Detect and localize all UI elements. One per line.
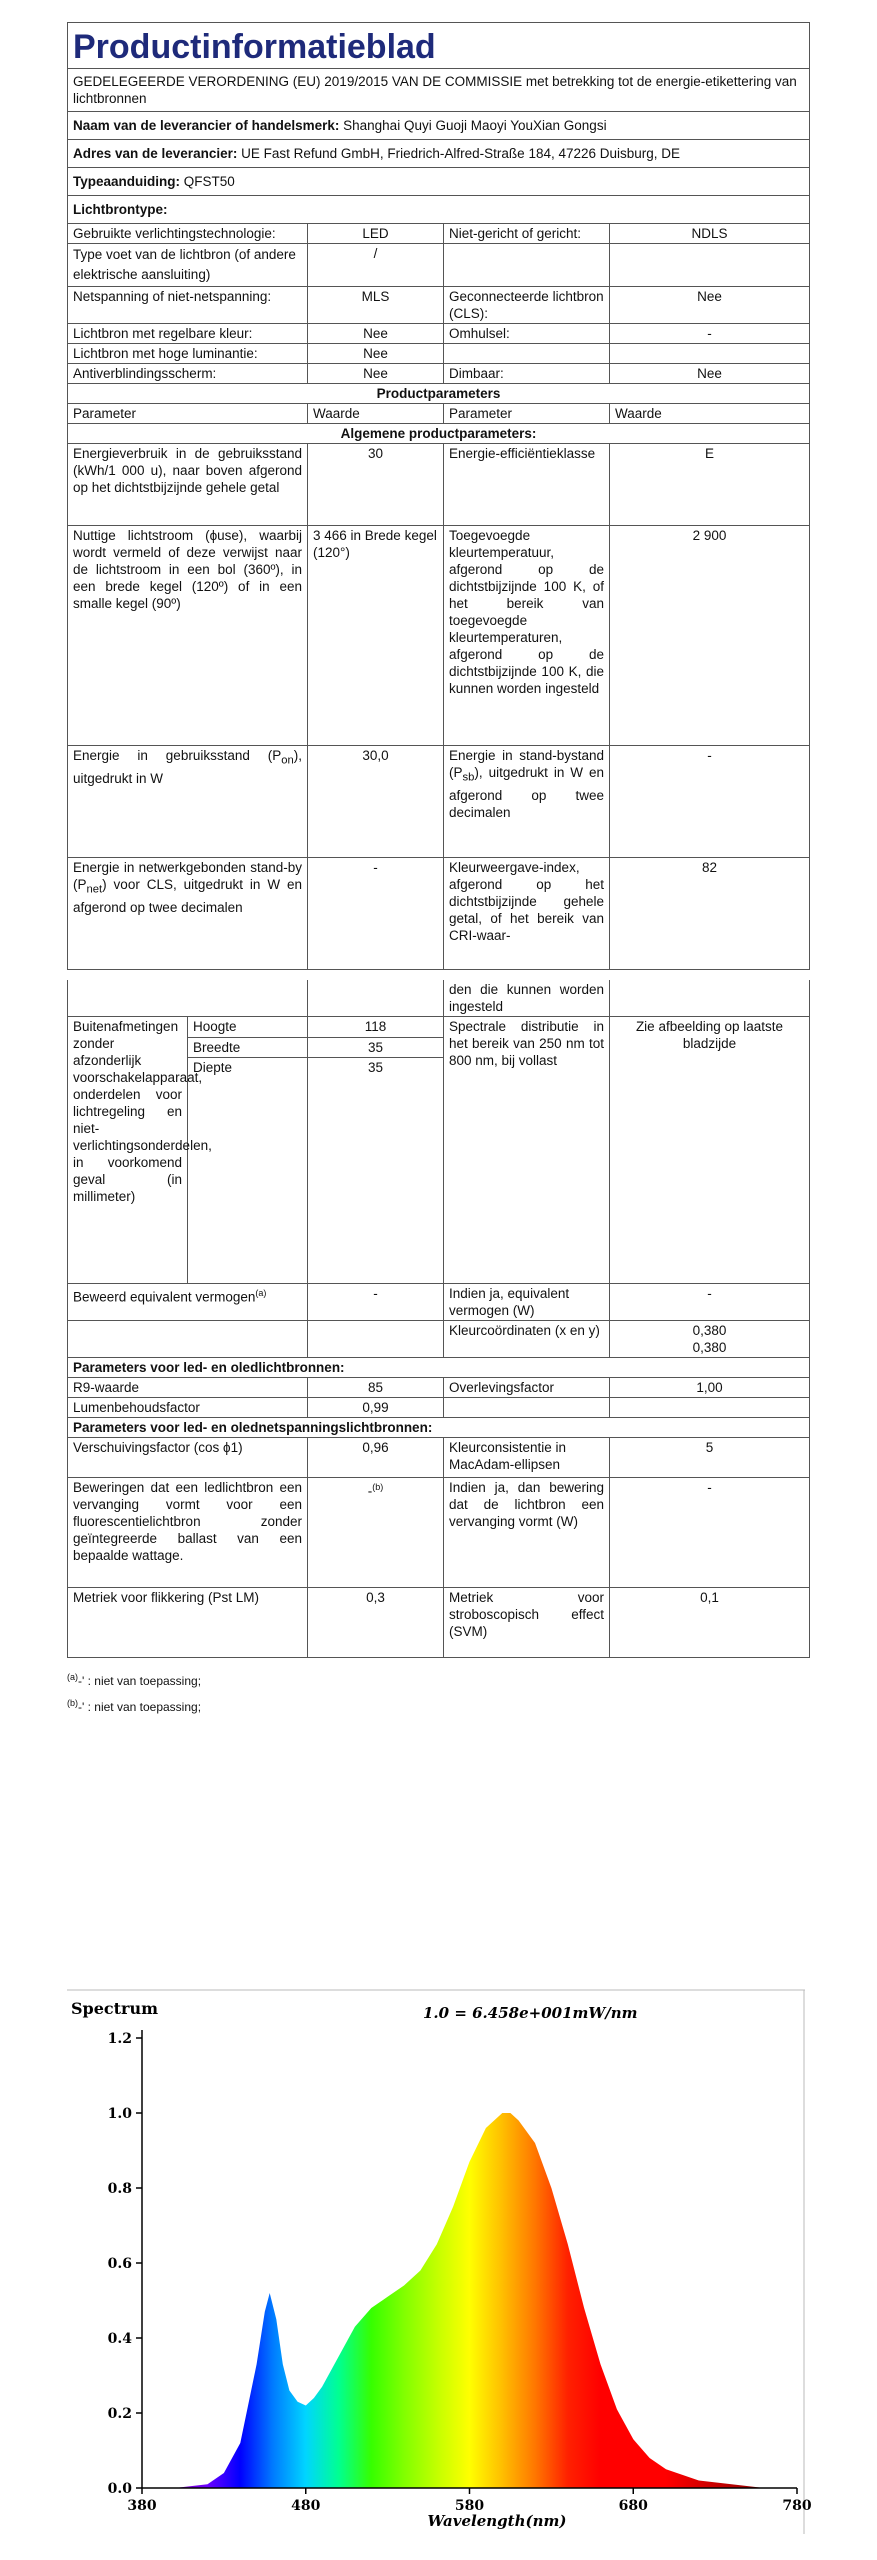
lst-label: [444, 244, 610, 287]
product-params-heading: Productparameters: [68, 384, 810, 404]
param-value: -: [610, 1478, 810, 1588]
light-source-type-heading: Lichtbrontype:: [68, 196, 810, 224]
param-value: [610, 1398, 810, 1418]
x-tick-label: 380: [127, 2498, 157, 2514]
chromaticity-label: Kleurcoördinaten (x en y): [444, 1321, 610, 1358]
lst-value: Nee: [308, 364, 444, 384]
mains-row: [68, 1438, 810, 1478]
lst-value: LED: [308, 224, 444, 244]
param-label: Lumenbehoudsfactor: [68, 1398, 308, 1418]
chart-subtitle: 1.0 = 6.458e+001mW/nm: [423, 2004, 638, 2022]
param-label: Metriek voor stroboscopisch effect (SVM): [444, 1588, 610, 1658]
param-value: -: [308, 858, 444, 970]
led-row: [68, 1398, 810, 1418]
col-header-value: Waarde: [308, 404, 444, 424]
y-tick-label: 1.0: [107, 2106, 132, 2122]
equivalent-power-label: Indien ja, equivalent vermogen (W): [444, 1284, 610, 1321]
param-label: Energie in stand-bystand $(P_{sb})$, uitgedrukt in W en afgerond op twee decimalen: [444, 746, 610, 858]
param-label: Energie in netwerkgebonden stand-by $(P_{net})$ voor CLS, uitgedrukt in W en afgerond op twee decimalen: [68, 858, 308, 970]
claimed-value: -: [308, 1284, 444, 1321]
param-value: 30: [308, 444, 444, 526]
y-tick-label: 0.8: [107, 2181, 132, 2197]
general-row: [68, 858, 810, 970]
dim-value: 35: [308, 1058, 444, 1284]
footnote: $^{(b)}$-' : niet van toepassing;: [67, 1698, 202, 1714]
col-header-parameter: Parameter: [68, 404, 308, 424]
lst-value: Nee: [610, 287, 810, 324]
param-value: 30,0: [308, 746, 444, 858]
y-tick-label: 0.0: [107, 2481, 132, 2497]
param-label: Toegevoegde kleurtemperatuur, afgerond op de dichtstbijzijnde 100 K, of het bereik van toegevoegde kleurtemperaturen, afgerond op de dichtstbijzijnde 100 K, die kunnen worden ingesteld: [444, 526, 610, 746]
col-header-value: Waarde: [610, 404, 810, 424]
lst-label: Type voet van de lichtbron (of andere elektrische aansluiting): [68, 244, 308, 287]
x-tick-label: 780: [782, 2498, 812, 2514]
param-value: 3 466 in Brede kegel (120°): [308, 526, 444, 746]
param-value: 5: [610, 1438, 810, 1478]
chroma-row: [68, 1321, 810, 1358]
lst-row: [68, 244, 810, 287]
spectrum-svg: [67, 1988, 821, 2536]
lst-label: Netspanning of niet-netspanning:: [68, 287, 308, 324]
param-label: Beweringen dat een ledlichtbron een vervanging vormt voor een fluorescentielichtbron zonder geïntegreerde ballast van een bepaalde wattage.: [68, 1478, 308, 1588]
footnotes: [67, 1666, 809, 1718]
param-label: [444, 1398, 610, 1418]
param-value: 82: [610, 858, 810, 970]
lst-value: Nee: [308, 324, 444, 344]
param-label: Kleurconsistentie in MacAdam-ellipsen: [444, 1438, 610, 1478]
page-title: Productinformatieblad: [68, 23, 810, 69]
col-header-parameter: Parameter: [444, 404, 610, 424]
lst-value: Nee: [308, 344, 444, 364]
chart-title: Spectrum: [71, 1999, 159, 2018]
general-params-heading: Algemene productparameters:: [68, 424, 810, 444]
lst-value: -: [610, 324, 810, 344]
param-value: 85: [308, 1378, 444, 1398]
claimed-row: [68, 1284, 810, 1321]
address-row: [68, 140, 810, 168]
param-value: 2 900: [610, 526, 810, 746]
lst-row: [68, 364, 810, 384]
param-label: R9-waarde: [68, 1378, 308, 1398]
param-value: 1,00: [610, 1378, 810, 1398]
general-row: [68, 526, 810, 746]
spectral-value: Zie afbeelding op laatste bladzijde: [610, 1017, 810, 1284]
equivalent-power-value: -: [610, 1284, 810, 1321]
lst-value: [610, 344, 810, 364]
supplier-row: [68, 112, 810, 140]
param-label: Nuttige lichtstroom (ϕuse), waarbij wordt vermeld of deze verwijst naar de lichtstroom in een bol (360º), in een brede kegel (120º) of in een smalle kegel (90º): [68, 526, 308, 746]
spectrum-chart: [67, 1988, 821, 2536]
dim-value: 35: [308, 1037, 444, 1058]
param-value: 0,99: [308, 1398, 444, 1418]
address-value: UE Fast Refund GmbH, Friedrich-Alfred-Straße 184, 47226 Duisburg, DE: [241, 146, 681, 161]
led-row: [68, 1378, 810, 1398]
lst-value: Nee: [610, 364, 810, 384]
x-tick-label: 480: [291, 2498, 321, 2514]
dims-label: Buitenafmetingen zonder afzonderlijk voorschakelapparaat, onderdelen voor lichtregeling en niet-verlichtingsonderdelen, in voorkomend geval (in millimeter): [68, 1017, 188, 1284]
lst-label: Gebruikte verlichtingstechnologie:: [68, 224, 308, 244]
param-value: 0,3: [308, 1588, 444, 1658]
column-headers: [68, 404, 810, 424]
mains-row: [68, 1588, 810, 1658]
dims-row: [68, 1017, 810, 1038]
y-tick-label: 0.6: [107, 2256, 132, 2272]
y-tick-label: 0.4: [107, 2331, 132, 2347]
param-value: E: [610, 444, 810, 526]
y-tick-label: 1.2: [107, 2031, 132, 2047]
led-params-heading: Parameters voor led- en oledlichtbronnen:: [68, 1358, 810, 1378]
lst-label: [444, 344, 610, 364]
general-row: [68, 444, 810, 526]
model-row: [68, 168, 810, 196]
x-axis-label: Wavelength(nm): [427, 2512, 567, 2530]
supplier-value: Shanghai Quyi Guoji Maoyi YouXian Gongsi: [343, 118, 607, 133]
model-label: Typeaanduiding:: [73, 174, 180, 189]
x-tick-label: 580: [454, 2498, 485, 2514]
lst-label: Antiverblindingsscherm:: [68, 364, 308, 384]
address-label: Adres van de leverancier:: [73, 146, 238, 161]
general-row: [68, 746, 810, 858]
chromaticity-value: 0,380 0,380: [610, 1321, 810, 1358]
dim-name: Hoogte: [188, 1017, 308, 1038]
x-tick-label: 680: [618, 2498, 648, 2514]
param-label: Energieverbruik in de gebruiksstand (kWh/1 000 u), naar boven afgerond op het dichtstbijzijnde gehele getal: [68, 444, 308, 526]
footnote: $^{(a)}$-' : niet van toepassing;: [67, 1672, 202, 1688]
regulation-text: GEDELEGEERDE VERORDENING (EU) 2019/2015 VAN DE COMMISSIE met betrekking tot de energie-etikettering van lichtbronnen: [68, 69, 810, 112]
lst-row: [68, 344, 810, 364]
param-value: -$^{(b)}$: [308, 1478, 444, 1588]
info-table-continued: [67, 980, 810, 1658]
param-value: -: [610, 746, 810, 858]
lst-value: [610, 244, 810, 287]
lst-label: Lichtbron met hoge luminantie:: [68, 344, 308, 364]
spectral-label: Spectrale distributie in het bereik van 250 nm tot 800 nm, bij vollast: [444, 1017, 610, 1284]
product-information-sheet: [67, 22, 809, 1718]
lst-row: [68, 287, 810, 324]
param-value: 0,1: [610, 1588, 810, 1658]
lst-row: [68, 224, 810, 244]
param-value: 0,96: [308, 1438, 444, 1478]
param-label: Indien ja, dan bewering dat de lichtbron een vervanging vormt (W): [444, 1478, 610, 1588]
lst-label: Geconnecteerde lichtbron (CLS):: [444, 287, 610, 324]
lst-value: NDLS: [610, 224, 810, 244]
param-label: Overlevingsfactor: [444, 1378, 610, 1398]
param-label: Energie-efficiëntieklasse: [444, 444, 610, 526]
dim-name: Diepte: [188, 1058, 308, 1284]
param-label: Metriek voor flikkering (Pst LM): [68, 1588, 308, 1658]
cri-continuation: den die kunnen worden ingesteld: [444, 980, 610, 1017]
dim-name: Breedte: [188, 1037, 308, 1058]
param-label: Verschuivingsfactor (cos ϕ1): [68, 1438, 308, 1478]
mains-row: [68, 1478, 810, 1588]
param-label: Kleurweergave-index, afgerond op het dichtstbijzijnde gehele getal, of het bereik van CRI-waar-: [444, 858, 610, 970]
lst-label: Dimbaar:: [444, 364, 610, 384]
dim-value: 118: [308, 1017, 444, 1038]
y-tick-label: 0.2: [107, 2406, 132, 2422]
cri-continuation-row: [68, 980, 810, 1017]
mains-params-heading: Parameters voor led- en olednetspanningslichtbronnen:: [68, 1418, 810, 1438]
lst-label: Lichtbron met regelbare kleur:: [68, 324, 308, 344]
supplier-label: Naam van de leverancier of handelsmerk:: [73, 118, 340, 133]
lst-row: [68, 324, 810, 344]
lst-value: /: [308, 244, 444, 287]
lst-label: Niet-gericht of gericht:: [444, 224, 610, 244]
claimed-label: Beweerd equivalent vermogen$^{(a)}$: [68, 1284, 308, 1321]
lst-label: Omhulsel:: [444, 324, 610, 344]
info-table: [67, 22, 810, 970]
lst-value: MLS: [308, 287, 444, 324]
model-value: QFST50: [183, 174, 235, 189]
param-label: Energie in gebruiksstand $(P_{on})$, uitgedrukt in W: [68, 746, 308, 858]
